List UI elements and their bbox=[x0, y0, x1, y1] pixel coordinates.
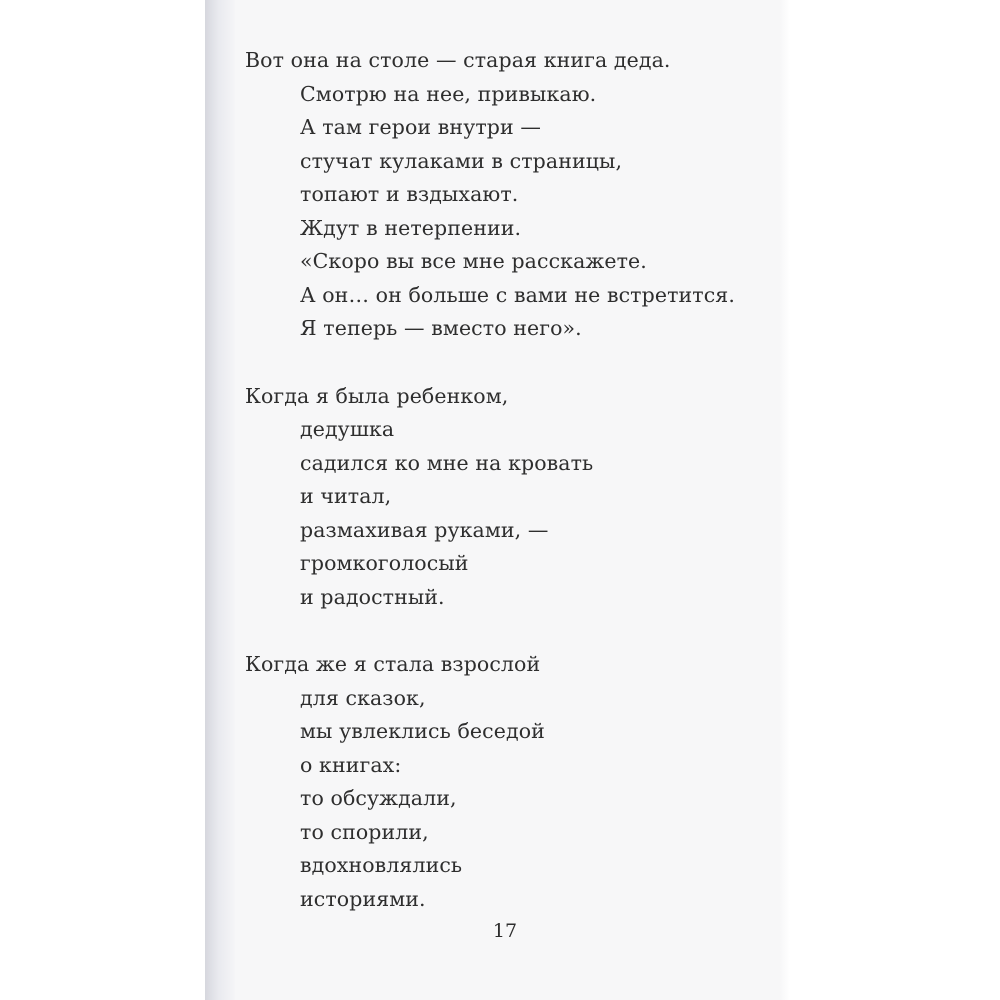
poem-line: громкоголосый bbox=[300, 551, 469, 575]
poem-line: Смотрю на нее, привыкаю. bbox=[300, 81, 597, 106]
poem-text bbox=[245, 44, 735, 916]
poem-line: садился ко мне на кровать bbox=[300, 450, 594, 475]
poem-line: вдохновлялись bbox=[300, 853, 463, 877]
poem-line: Ждут в нетерпении. bbox=[300, 215, 522, 240]
poem-line: «Скоро вы все мне расскажете. bbox=[300, 249, 647, 273]
poem-line: и радостный. bbox=[300, 584, 445, 609]
poem-line: Когда же я стала взрослой bbox=[245, 652, 541, 676]
poem-line: то обсуждали, bbox=[300, 786, 457, 810]
poem-line: дедушка bbox=[300, 417, 395, 441]
stanza-2 bbox=[245, 380, 735, 615]
poem-line: стучат кулаками в страницы, bbox=[300, 148, 623, 173]
poem-line: о книгах: bbox=[300, 752, 402, 777]
poem-line: Вот она на столе — старая книга деда. bbox=[245, 48, 671, 72]
book-gutter-shadow bbox=[205, 0, 235, 1000]
poem-line: мы увлеклись беседой bbox=[300, 719, 545, 743]
stanza-3 bbox=[245, 648, 735, 916]
poem-line: А он… он больше с вами не встретится. bbox=[300, 282, 735, 307]
poem-line: то спорили, bbox=[300, 819, 429, 844]
poem-line: историями. bbox=[300, 886, 426, 911]
poem-line: для сказок, bbox=[300, 685, 426, 710]
poem-line: и читал, bbox=[300, 484, 392, 508]
poem-line: топают и вздыхают. bbox=[300, 182, 519, 206]
page-number: 17 bbox=[492, 920, 518, 942]
poem-line: Я теперь — вместо него». bbox=[300, 316, 582, 340]
poem-line: размахивая руками, — bbox=[300, 517, 549, 542]
poem-line: Когда я была ребенком, bbox=[245, 383, 509, 408]
poem-line: А там герои внутри — bbox=[300, 115, 541, 139]
page-edge bbox=[780, 0, 790, 1000]
stanza-1 bbox=[245, 44, 735, 346]
